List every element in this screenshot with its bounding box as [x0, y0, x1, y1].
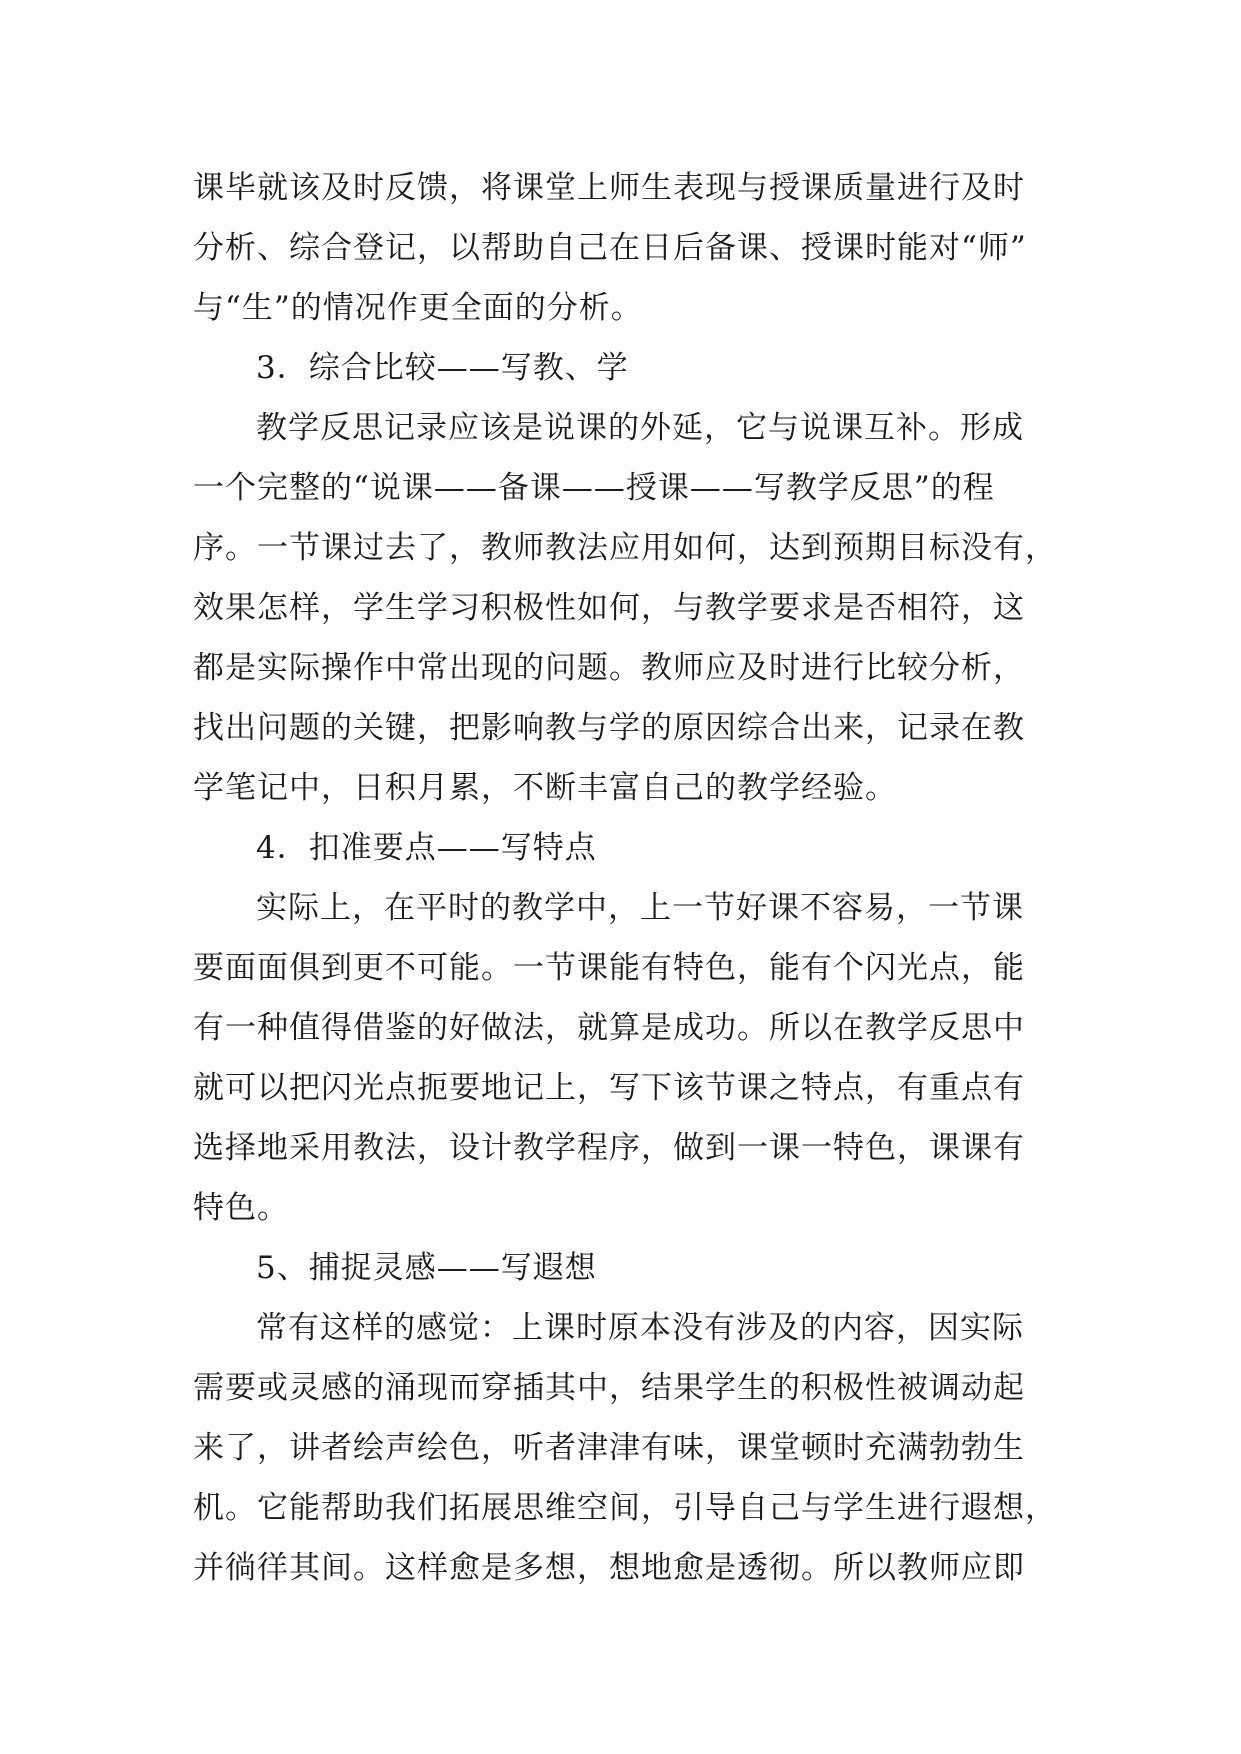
text-line: 课毕就该及时反馈，将课堂上师生表现与授课质量进行及时	[193, 170, 1025, 206]
section-heading-3: 3．综合比较——写教、学	[256, 350, 629, 386]
text-line: 效果怎样，学生学习积极性如何，与教学要求是否相符，这	[193, 590, 1025, 626]
text-line: 就可以把闪光点扼要地记上，写下该节课之特点，有重点有	[193, 1070, 1025, 1106]
text-line: 需要或灵感的涌现而穿插其中，结果学生的积极性被调动起	[193, 1370, 1025, 1406]
text-line: 要面面俱到更不可能。一节课能有特色，能有个闪光点，能	[193, 950, 1025, 986]
paragraph-start: 实际上，在平时的教学中，上一节好课不容易，一节课	[256, 890, 1024, 926]
text-line: 来了，讲者绘声绘色，听者津津有味，课堂顿时充满勃勃生	[193, 1430, 1025, 1466]
section-heading-5: 5、捕捉灵感——写遐想	[256, 1250, 597, 1286]
text-line: 特色。	[193, 1190, 289, 1226]
paragraph-start: 常有这样的感觉：上课时原本没有涉及的内容，因实际	[256, 1310, 1024, 1346]
paragraph-start: 教学反思记录应该是说课的外延，它与说课互补。形成	[256, 410, 1024, 446]
section-heading-4: 4．扣准要点——写特点	[256, 830, 597, 866]
text-line: 学笔记中，日积月累，不断丰富自己的教学经验。	[193, 770, 897, 806]
text-line: 序。一节课过去了，教师教法应用如何，达到预期目标没有，	[193, 530, 1057, 566]
text-line: 机。它能帮助我们拓展思维空间，引导自己与学生进行遐想，	[193, 1490, 1057, 1526]
text-line: 分析、综合登记，以帮助自己在日后备课、授课时能对“师”	[193, 230, 1027, 266]
text-line: 都是实际操作中常出现的问题。教师应及时进行比较分析，	[193, 650, 1025, 686]
text-line: 一个完整的“说课——备课——授课——写教学反思”的程	[193, 470, 995, 506]
text-line: 选择地采用教法，设计教学程序，做到一课一特色，课课有	[193, 1130, 1025, 1166]
body-text	[193, 158, 1073, 1598]
text-line: 找出问题的关键，把影响教与学的原因综合出来，记录在教	[193, 710, 1025, 746]
text-line: 有一种值得借鉴的好做法，就算是成功。所以在教学反思中	[193, 1010, 1025, 1046]
text-line: 与“生”的情况作更全面的分析。	[193, 290, 643, 326]
text-line: 并徜徉其间。这样愈是多想，想地愈是透彻。所以教师应即	[193, 1550, 1025, 1586]
